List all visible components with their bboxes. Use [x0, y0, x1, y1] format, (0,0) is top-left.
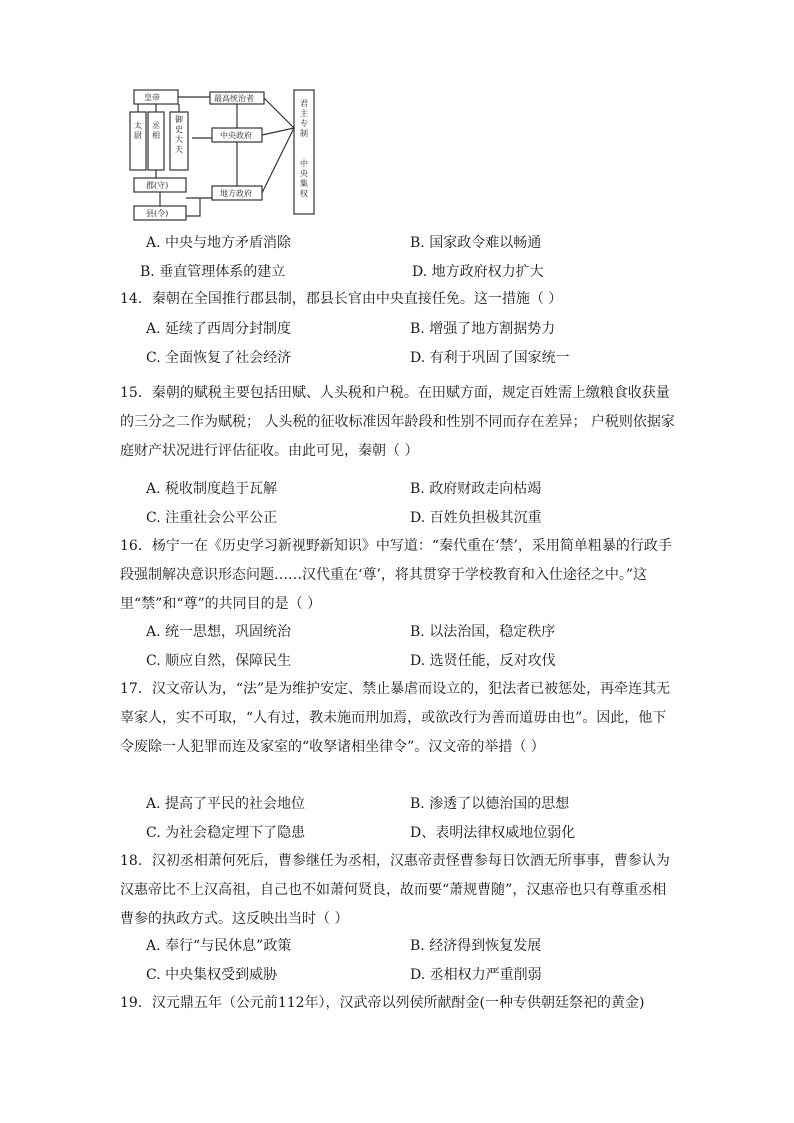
local-gov-label: 地方政府	[220, 189, 252, 198]
q17-option-c[interactable]: C. 为社会稳定埋下了隐患	[146, 825, 306, 841]
q14-option-a[interactable]: A. 延续了西周分封制度	[146, 321, 292, 337]
q16-option-d[interactable]: D. 选贤任能，反对攻伐	[410, 653, 556, 669]
q15-option-b[interactable]: B. 政府财政走向枯竭	[410, 481, 542, 497]
q18-option-a[interactable]: A. 奉行“与民休息”政策	[146, 938, 292, 954]
q17-stem: 17．汉文帝认为，“法”是为维护安定、禁止暴虐而设立的，犯法者已被惩处，再牵连其无辜家人，实不可取，“人有过，教未施而刑加焉，或欲改行为善而道毋由也”。因此，他下令废除一人犯罪而连及家室的“收孥诸相坐律令”。汉文帝的举措（ ）	[120, 681, 671, 755]
q15-options-row1	[120, 478, 680, 504]
q13-options-row1	[120, 232, 680, 258]
q17-option-a[interactable]: A. 提高了平民的社会地位	[146, 796, 306, 812]
q19-stem: 19．汉元鼎五年（公元前112年），汉武帝以列侯所献酎金(一种专供朝廷祭祀的黄金)	[120, 995, 645, 1011]
q15-option-d[interactable]: D. 百姓负担极其沉重	[410, 510, 542, 526]
diagram-svg	[128, 88, 318, 228]
central-gov-label: 中央政府	[220, 131, 252, 140]
yushidafu-label: 御史大夫	[175, 115, 183, 154]
q15-option-a[interactable]: A. 税收制度趋于瓦解	[146, 481, 278, 497]
q18-options-row1	[120, 935, 680, 961]
q18-options-row2	[120, 964, 680, 990]
q16-option-a[interactable]: A. 统一思想，巩固统治	[146, 624, 292, 640]
q16-option-b[interactable]: B. 以法治国，稳定秩序	[410, 624, 556, 640]
q14-stem: 14．秦朝在全国推行郡县制，郡县长官由中央直接任免。这一措施（ ）	[120, 291, 563, 307]
q16-stem: 16．杨宁一在《历史学习新视野新知识》中写道：“秦代重在‘禁’，采用简单粗暴的行政手段强制解决意识形态问题……汉代重在‘尊’，将其贯穿于学校教育和入仕途径之中。”这里“禁”和“尊”的共同目的是（ ）	[120, 538, 672, 612]
q16-options-row1	[120, 621, 680, 647]
q14-option-b[interactable]: B. 增强了地方割据势力	[410, 321, 556, 337]
q17-options-row2	[120, 822, 680, 848]
monarchy-label: 君主专制	[300, 99, 308, 138]
q18-option-b[interactable]: B. 经济得到恢复发展	[410, 938, 542, 954]
supreme-ruler-label: 最高统治者	[214, 94, 254, 103]
q14-option-c[interactable]: C. 全面恢复了社会经济	[146, 350, 292, 366]
q16-options-row2	[120, 650, 680, 676]
q17-option-b[interactable]: B. 渗透了以德治国的思想	[410, 796, 570, 812]
q13-option-d[interactable]: D. 地方政府权力扩大	[412, 264, 544, 280]
q13-option-b[interactable]: B. 国家政令难以畅通	[410, 235, 542, 251]
q13-option-c[interactable]: B. 垂直管理体系的建立	[140, 264, 286, 280]
q15-option-c[interactable]: C. 注重社会公平公正	[146, 510, 278, 526]
q15-stem: 15．秦朝的赋税主要包括田赋、人头税和户税。在田赋方面，规定百姓需上缴粮食收获量的三分之二作为赋税； 人头税的征收标准因年龄段和性别不同而存在差异； 户税则依据家庭财产状况进行评估征收。由此可见，秦朝（ ）	[120, 385, 675, 459]
q14-options-row1	[120, 318, 680, 344]
right-connectors	[262, 98, 294, 193]
taiwei-label: 太尉	[134, 121, 142, 140]
q13-option-a[interactable]: A. 中央与地方矛盾消除	[146, 235, 292, 251]
political-system-diagram	[128, 88, 318, 228]
centralization-label: 中央集权	[300, 159, 308, 198]
q13-options-row2	[120, 261, 680, 287]
chengxiang-label: 丞相	[152, 121, 160, 140]
emperor-label: 皇帝	[144, 93, 160, 102]
q17-options-row1	[120, 793, 680, 819]
q14-option-d[interactable]: D. 有利于巩固了国家统一	[410, 350, 570, 366]
commandery-label: 郡(守)	[146, 181, 169, 190]
q17-option-d[interactable]: D、表明法律权威地位弱化	[410, 825, 576, 841]
q18-option-c[interactable]: C. 中央集权受到威胁	[146, 967, 278, 983]
q18-option-d[interactable]: D. 丞相权力严重削弱	[410, 967, 542, 983]
q14-options-row2	[120, 347, 680, 373]
county-label: 县(令)	[146, 209, 169, 218]
q16-option-c[interactable]: C. 顺应自然，保障民生	[146, 653, 292, 669]
q15-options-row2	[120, 507, 680, 533]
q18-stem: 18．汉初丞相萧何死后，曹参继任为丞相，汉惠帝责怪曹参每日饮酒无所事事，曹参认为汉惠帝比不上汉高祖，自己也不如萧何贤良，故而要“萧规曹随”，汉惠帝也只有尊重丞相曹参的执政方式。这反映出当时（ ）	[120, 853, 670, 927]
